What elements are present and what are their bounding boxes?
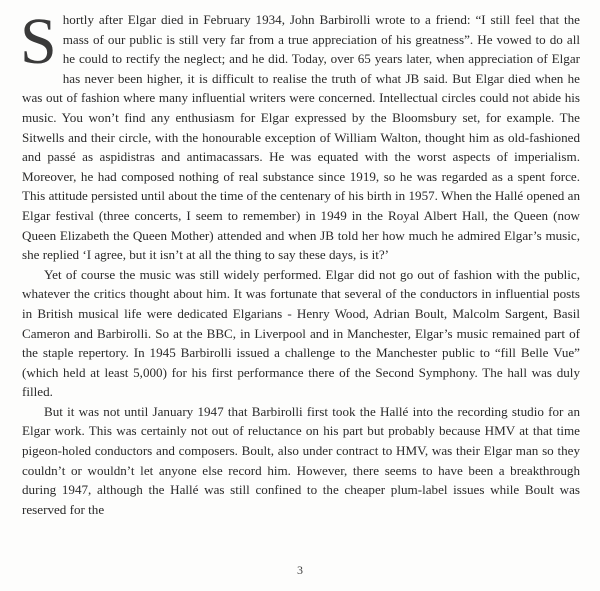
paragraph-3: But it was not until January 1947 that Barbirolli first took the Hallé into the recording studio for an Elgar work. This was certainly not out of reluctance on his part but probably because HMV at that time pigeon-holed conductors and composers. Boult, also under contract to HMV, was their Elgar man so they couldn’t or wouldn’t let anyone else record him. However, there seems to have been a breakthrough during 1947, although the Hallé was still confined to the cheaper plum-label issues while Boult was reserved for the [22, 403, 580, 517]
article-body [20, 5, 580, 519]
paragraph-1-text: hortly after Elgar died in February 1934, John Barbirolli wrote to a friend: “I still feel that the mass of our public is still very far from a true appreciation of his greatness”. He vowed to do all he could to rectify the neglect; and he did. Today, over 65 years later, when appreciation of Elgar has never been higher, it is difficult to realise the truth of what JB said. But Elgar died when he was out of fashion where many influential writers were concerned. Intellectual circles could not abide his music. You won’t find any enthusiasm for Elgar expressed by the Bloomsbury set, for example. The Sitwells and their circle, with the honourable exception of William Walton, thought him as old-fashioned and passé as aspidistras and antimacassars. He was equated with the worst aspects of imperialism. Moreover, he had composed nothing of real substance since 1919, so he was regarded as a spent force. This attitude persisted until about the time of the centenary of his birth in 1957. When the Hallé opened an Elgar festival (three concerts, I seem to remember) in 1949 in the Royal Albert Hall, the Queen (now Queen Elizabeth the Queen Mother) attended and when JB told her how much he admired Elgar’s music, she replied ‘I agree, but it isn’t at all the thing to say these days, is it?’ [22, 12, 580, 263]
paragraph-1 [20, 5, 580, 265]
page-number: 3 [297, 563, 303, 577]
paragraph-2: Yet of course the music was still widely performed. Elgar did not go out of fashion with the public, whatever the critics thought about him. It was fortunate that several of the conductors in influential posts in British musical life were dedicated Elgarians - Henry Wood, Adrian Boult, Malcolm Sargent, Basil Cameron and Barbirolli. So at the BBC, in Liverpool and in Manchester, Elgar’s music remained part of the staple repertory. In 1945 Barbirolli issued a challenge to the Manchester public to “fill Belle Vue” (which held at least 5,000) for his first performance there of the Second Symphony. The hall was duly filled. [22, 266, 580, 400]
drop-cap: S [20, 5, 57, 78]
